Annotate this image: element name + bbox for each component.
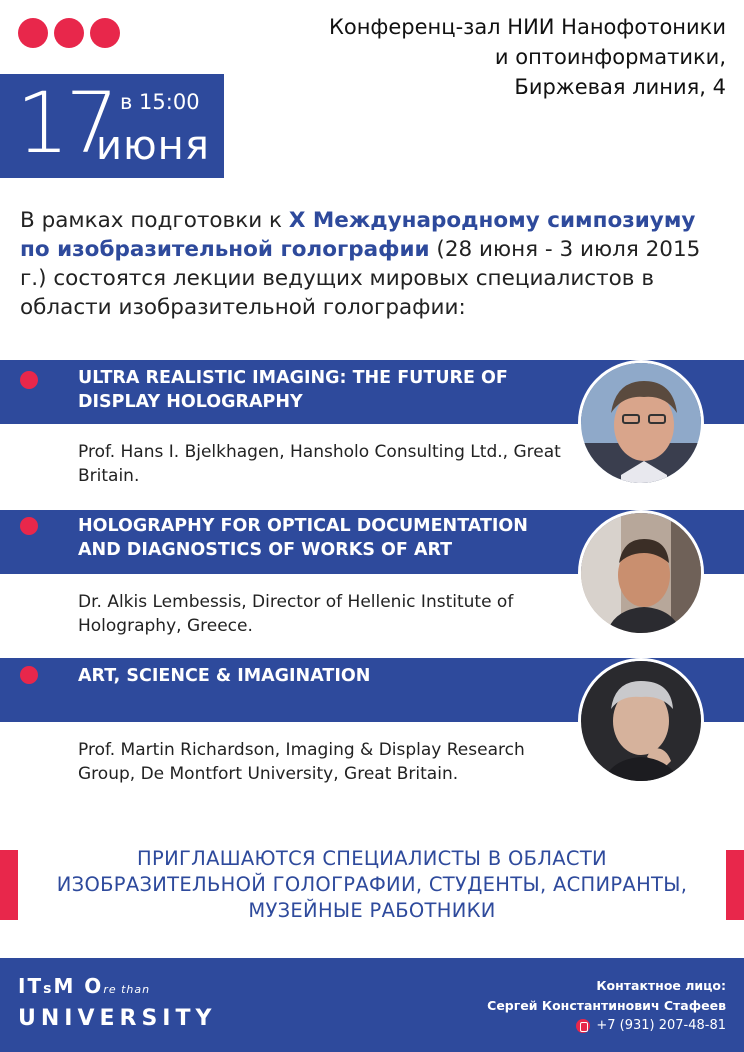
venue-line: и оптоинформатики,	[494, 45, 726, 69]
speaker-photo	[578, 510, 704, 636]
venue-address	[266, 12, 726, 102]
intro-text	[20, 206, 732, 322]
itmo-logo	[18, 974, 150, 998]
invite-line: ИЗОБРАЗИТЕЛЬНОЙ ГОЛОГРАФИИ, СТУДЕНТЫ, АСПИРАНТЫ,	[56, 873, 688, 896]
date-month: июня	[96, 123, 210, 169]
dot-icon	[54, 18, 84, 48]
invitation-text	[30, 846, 714, 924]
logo-part: M O	[53, 974, 104, 998]
logo-university: UNIVERSITY	[18, 1006, 217, 1031]
symposium-name: X Международному симпозиуму по изобразительной голографии	[20, 208, 696, 262]
lecture-title: ART, SCIENCE & IMAGINATION	[78, 666, 371, 686]
footer	[0, 958, 744, 1052]
date-badge	[0, 74, 224, 178]
logo-tagline: re than	[103, 983, 151, 996]
logo-part: IT	[18, 974, 44, 998]
logo-part: s	[43, 981, 54, 997]
lecture-speaker: Prof. Martin Richardson, Imaging & Display Research Group, De Montfort University, Great Britain.	[78, 740, 525, 784]
venue-line: Конференц-зал НИИ Нанофотоники	[328, 15, 726, 39]
invite-line: МУЗЕЙНЫЕ РАБОТНИКИ	[248, 899, 496, 922]
intro-suffix: (28 июня - 3 июля 2015 г.) состоятся лекции ведущих мировых специалистов в области изобразительной голографии:	[20, 237, 701, 320]
invite-line: ПРИГЛАШАЮТСЯ СПЕЦИАЛИСТЫ В ОБЛАСТИ	[137, 847, 607, 870]
contact-info	[426, 976, 726, 1036]
dot-icon	[90, 18, 120, 48]
intro-prefix: В рамках подготовки к	[20, 208, 289, 233]
speaker-photo	[578, 360, 704, 486]
accent-bar-right	[726, 850, 744, 920]
date-time: в 15:00	[120, 90, 200, 114]
contact-phone[interactable]: +7 (931) 207-48-81	[596, 1018, 726, 1033]
contact-label: Контактное лицо:	[596, 978, 726, 993]
bullet-icon	[20, 371, 38, 389]
bullet-icon	[20, 666, 38, 684]
dot-icon	[18, 18, 48, 48]
lecture-title: ULTRA REALISTIC IMAGING: THE FUTURE OF DISPLAY HOLOGRAPHY	[78, 368, 508, 412]
contact-phone-line	[426, 1016, 726, 1036]
speaker-photo	[578, 658, 704, 784]
date-day: 17	[16, 74, 115, 172]
accent-bar-left	[0, 850, 18, 920]
phone-icon	[576, 1019, 590, 1033]
venue-line: Биржевая линия, 4	[514, 75, 726, 99]
lecture-title: HOLOGRAPHY FOR OPTICAL DOCUMENTATION AND DIAGNOSTICS OF WORKS OF ART	[78, 516, 528, 560]
bullet-icon	[20, 517, 38, 535]
lecture-speaker: Prof. Hans I. Bjelkhagen, Hansholo Consulting Ltd., Great Britain.	[78, 442, 561, 486]
lecture-speaker: Dr. Alkis Lembessis, Director of Hellenic Institute of Holography, Greece.	[78, 592, 514, 636]
decorative-dots	[18, 18, 120, 48]
contact-name: Сергей Константинович Стафеев	[487, 998, 726, 1013]
